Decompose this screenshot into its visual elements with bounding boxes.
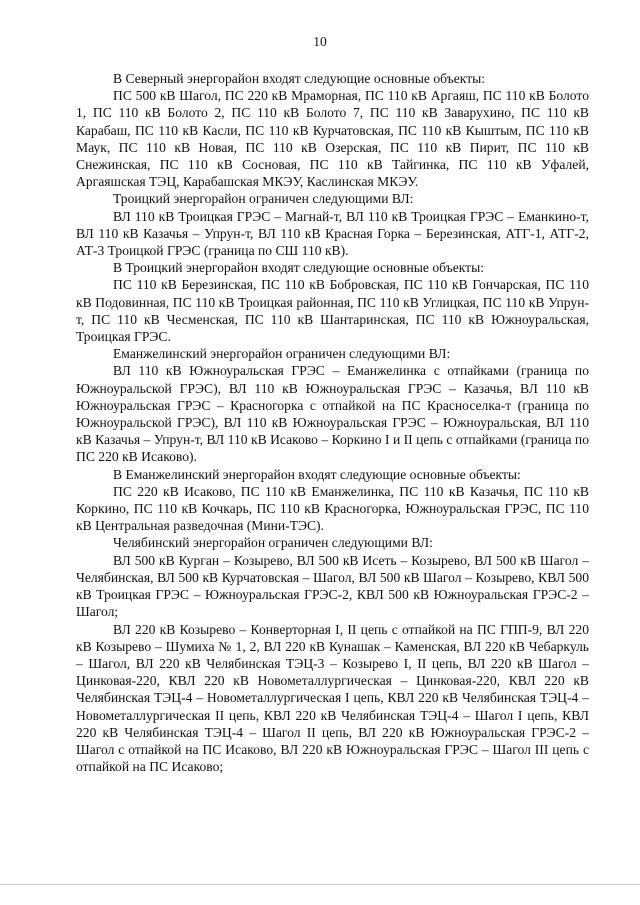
chelyabinsk-500kv-lines-list: ВЛ 500 кВ Курган – Козырево, ВЛ 500 кВ Исеть – Козырево, ВЛ 500 кВ Шагол – Челябинская, ВЛ 500 кВ Курчатовская – Шагол, ВЛ 500 кВ Шагол – Козырево, КВЛ 500 кВ Троицкая ГРЭС – Южноуральская ГРЭС-2, КВЛ 500 кВ Южноуральская ГРЭС-2 – Шагол; [76, 552, 589, 620]
emanzhelinsk-district-lines-heading: Еманжелинский энергорайон ограничен следующими ВЛ: [113, 346, 451, 362]
north-district-objects-list: ПС 500 кВ Шагол, ПС 220 кВ Мраморная, ПС 110 кВ Аргаяш, ПС 110 кВ Болото 1, ПС 110 кВ Болото 2, ПС 110 кВ Болото 7, ПС 110 кВ Заварухино, ПС 110 кВ Карабаш, ПС 110 кВ Касли, ПС 110 кВ Курчатовская, ПС 110 кВ Кыштым, ПС 110 кВ Маук, ПС 110 кВ Новая, ПС 110 кВ Озерская, ПС 110 кВ Пирит, ПС 110 кВ Снежинская, ПС 110 кВ Сосновая, ПС 110 кВ Тайгинка, ПС 110 кВ Уфалей, Аргаяшская ТЭЦ, Карабашская МКЭУ, Каслинская МКЭУ. [76, 88, 589, 190]
troitsk-district-lines-list: ВЛ 110 кВ Троицкая ГРЭС – Магнай-т, ВЛ 110 кВ Троицкая ГРЭС – Еманкино-т, ВЛ 110 кВ Казачья – Упрун-т, ВЛ 110 кВ Красная Горка – Березинская, АТГ-1, АТГ-2, АТ-3 Троицкой ГРЭС (граница по СШ 110 кВ). [76, 208, 589, 259]
troitsk-district-objects-list: ПС 110 кВ Березинская, ПС 110 кВ Бобровская, ПС 110 кВ Гончарская, ПС 110 кВ Подовинная, ПС 110 кВ Троицкая районная, ПС 110 кВ Углицкая, ПС 110 кВ Упрун-т, ПС 110 кВ Чесменская, ПС 110 кВ Шантаринская, ПС 110 кВ Южноуральская, Троицкая ГРЭС. [76, 277, 589, 345]
document-body [76, 70, 589, 775]
bottom-edge-line [0, 884, 640, 885]
emanzhelinsk-district-objects-list: ПС 220 кВ Исаково, ПС 110 кВ Еманжелинка, ПС 110 кВ Казачья, ПС 110 кВ Коркино, ПС 110 кВ Кочкарь, ПС 110 кВ Красногорка, Южноуральская ГРЭС, ПС 110 кВ Центральная разведочная (Мини-ТЭС). [76, 483, 589, 534]
chelyabinsk-district-lines-heading: Челябинский энергорайон ограничен следующими ВЛ: [113, 535, 433, 551]
chelyabinsk-220kv-lines-list: ВЛ 220 кВ Козырево – Конверторная I, II цепь с отпайкой на ПС ГПП-9, ВЛ 220 кВ Козырево – Шумиха № 1, 2, ВЛ 220 кВ Кунашак – Каменская, ВЛ 220 кВ Чебаркуль – Шагол, ВЛ 220 кВ Челябинская ТЭЦ-3 – Козырево I, II цепь, ВЛ 220 кВ Шагол – Цинковая-220, КВЛ 220 кВ Новометаллургическая – Цинковая-220, КВЛ 220 кВ Челябинская ТЭЦ-4 – Новометаллургическая I цепь, КВЛ 220 кВ Челябинская ТЭЦ-4 – Новометаллургическая II цепь, КВЛ 220 кВ Челябинская ТЭЦ-4 – Шагол I цепь, КВЛ 220 кВ Челябинская ТЭЦ-4 – Шагол II цепь, ВЛ 220 кВ Южноуральская ГРЭС-2 – Шагол с отпайкой на ПС Исаково, ВЛ 220 кВ Южноуральская ГРЭС – Шагол III цепь с отпайкой на ПС Исаково; [76, 621, 589, 775]
north-district-objects-heading: В Северный энергорайон входят следующие основные объекты: [113, 71, 486, 86]
troitsk-district-objects-heading: В Троицкий энергорайон входят следующие основные объекты: [113, 260, 485, 276]
page-number: 10 [313, 34, 327, 49]
emanzhelinsk-district-lines-list: ВЛ 110 кВ Южноуральская ГРЭС – Еманжелинка с отпайками (граница по Южноуральской ГРЭС), ВЛ 110 кВ Южноуральская ГРЭС – Казачья, ВЛ 110 кВ Южноуральская ГРЭС – Красногорка с отпайкой на ПС Красноселка-т (граница по Южноуральской ГРЭС), ВЛ 110 кВ Южноуральская ГРЭС – Южноуральская, ВЛ 110 кВ Казачья – Упрун-т, ВЛ 110 кВ Исаково – Коркино I и II цепь с отпайками (граница по ПС 220 кВ Исаково). [76, 363, 589, 465]
emanzhelinsk-district-objects-heading: В Еманжелинский энергорайон входят следующие основные объекты: [113, 466, 521, 482]
troitsk-district-lines-heading: Троицкий энергорайон ограничен следующими ВЛ: [113, 191, 414, 207]
